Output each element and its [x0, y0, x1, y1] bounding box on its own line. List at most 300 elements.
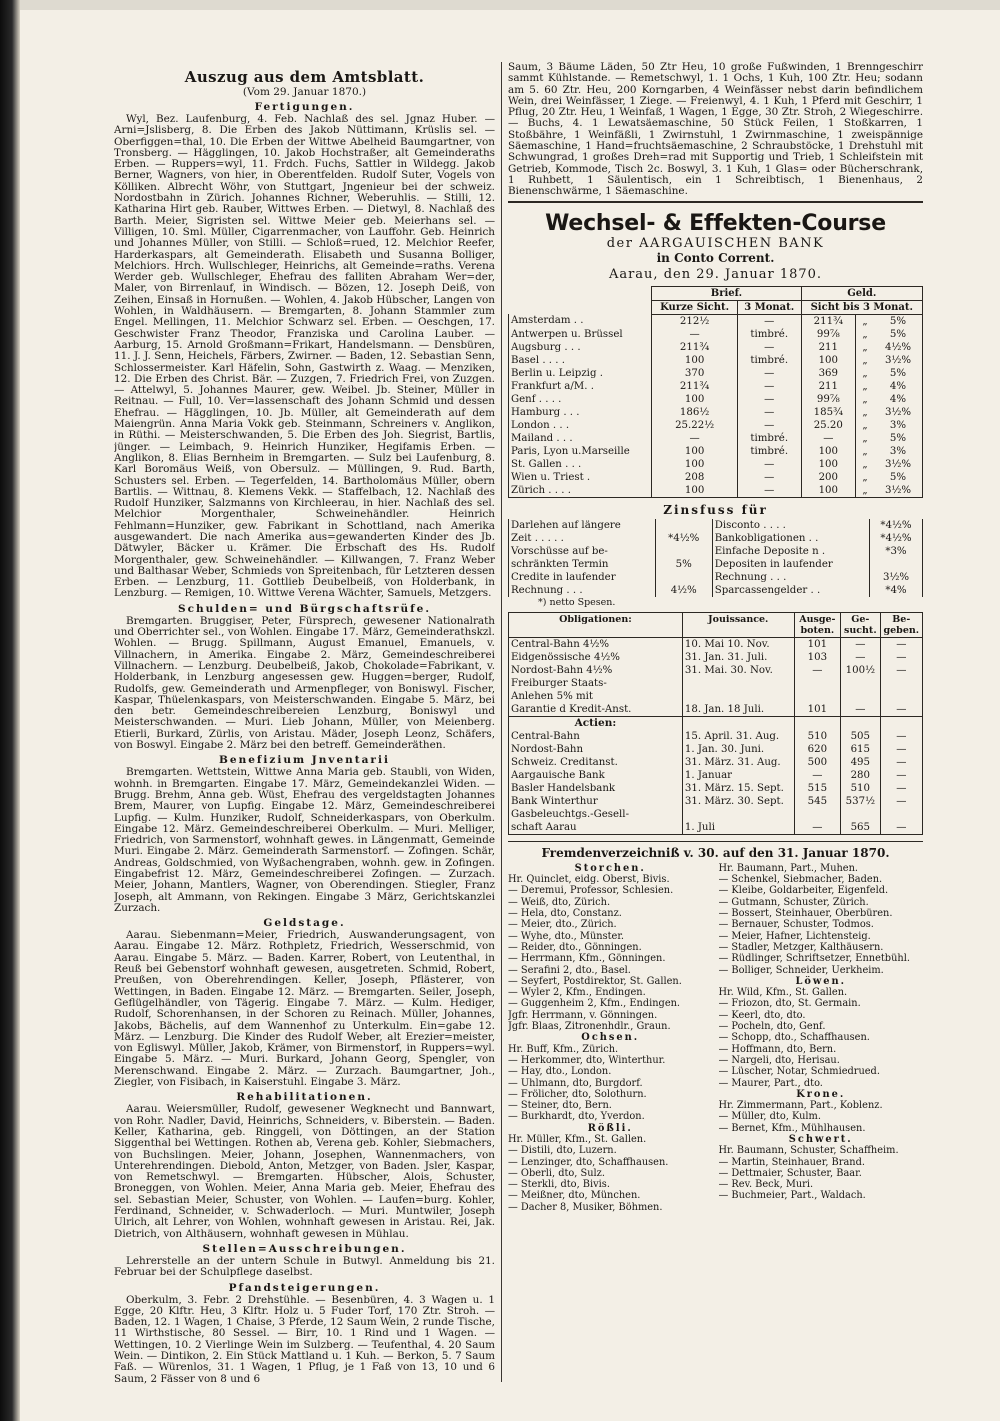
- guest-entry: — Dacher 8, Musiker, Böhmen.: [508, 1201, 663, 1213]
- bonds-table: [508, 612, 923, 835]
- rate-ditto: „: [856, 393, 875, 406]
- rate-discount: 3½%: [874, 484, 922, 498]
- bond-row: [509, 651, 923, 664]
- share-row-begeben: —: [880, 743, 922, 756]
- rate-place: Basel . . . .: [509, 354, 652, 367]
- rate-row: [509, 484, 923, 498]
- rate-discount: 4%: [874, 393, 922, 406]
- rate-ditto: „: [856, 328, 875, 341]
- share-row-name: Bank Winterthur: [509, 795, 683, 808]
- interest-row: [509, 545, 923, 558]
- bond-row-gesucht: —: [841, 637, 881, 651]
- bond-row-jouissance: [682, 690, 794, 703]
- share-row-ausgeboten: [794, 808, 840, 821]
- interest-label: Bankobligationen . .: [712, 532, 869, 545]
- rate-geld: 185¾: [801, 406, 855, 419]
- bond-row: [509, 703, 923, 717]
- bonds-bottom-cell: [880, 834, 922, 835]
- amtsblatt-column: [114, 62, 495, 1384]
- rate-kurze-sicht: —: [652, 432, 738, 445]
- guest-entry: — Stadler, Metzger, Kalthäusern.: [718, 941, 884, 953]
- rate-place: Genf . . . .: [509, 393, 652, 406]
- rate-ditto: „: [856, 341, 875, 354]
- guest-entry: — Wyler 2, Kfm., Endingen.: [508, 987, 646, 999]
- rate-discount: 5%: [874, 314, 922, 328]
- section-text-stellen: Lehrerstelle an der untern Schule in Butwyl. Anmeldung bis 21. Februar bei der Schulpflege daselbst.: [114, 1254, 495, 1279]
- rates-col-kurze-sicht: Kurze Sicht.: [652, 300, 738, 314]
- share-row-ausgeboten: 500: [794, 756, 840, 769]
- guest-entry: — Seyfert, Postdirektor, St. Gallen.: [508, 975, 682, 987]
- section-heading-pfandsteigerungen: Pfandsteigerungen.: [228, 1281, 381, 1294]
- rule: [508, 841, 923, 842]
- hotel-name: Löwen.: [795, 975, 847, 987]
- bond-row-gesucht: —: [841, 651, 881, 664]
- bond-row: [509, 690, 923, 703]
- interest-rate: *4½%: [870, 532, 923, 545]
- right-column: [508, 62, 923, 1384]
- share-row-gesucht: 615: [841, 743, 881, 756]
- actien-heading-cell: [682, 716, 794, 730]
- share-row-name: Basler Handelsbank: [509, 782, 683, 795]
- guest-entry: — Distili, dto, Luzern.: [508, 1145, 617, 1157]
- rate-3-monat: timbré.: [737, 432, 801, 445]
- guest-entry: — Gutmann, Schuster, Zürich.: [718, 896, 869, 908]
- hotel-name: Ochsen.: [581, 1032, 640, 1044]
- share-row-ausgeboten: 620: [794, 743, 840, 756]
- guest-entry: Jgfr. Blaas, Zitronenhdlr., Graun.: [508, 1021, 671, 1033]
- bank-account-note: in Conto Corrent.: [656, 250, 775, 265]
- obl-head-title: Obligationen:: [509, 612, 683, 637]
- exchange-rate-table: [508, 286, 923, 498]
- rate-kurze-sicht: 208: [652, 471, 738, 484]
- share-row-begeben: —: [880, 769, 922, 782]
- bank-name: der AARGAUISCHEN BANK: [606, 235, 825, 251]
- section-heading-schulden: Schulden= und Bürgschaftsrüfe.: [177, 602, 432, 615]
- interest-rate: 5%: [655, 558, 712, 571]
- guest-entry: — Weiß, dto, Zürich.: [508, 896, 611, 908]
- share-row: [509, 730, 923, 743]
- rate-discount: 3½%: [874, 458, 922, 471]
- bond-row-gesucht: 100½: [841, 664, 881, 677]
- share-row-name: Central-Bahn: [509, 730, 683, 743]
- share-row-begeben: [880, 808, 922, 821]
- share-row: [509, 821, 923, 835]
- guest-entry: — Bolliger, Schneider, Uerkheim.: [718, 964, 884, 976]
- actien-heading-cell: [841, 716, 881, 730]
- guest-entry: Hr. Baumann, Schuster, Schaffheim.: [718, 1145, 899, 1157]
- rate-place: Amsterdam . .: [509, 314, 652, 328]
- section-text-benefizium: Bremgarten. Wettstein, Wittwe Anna Maria geb. Staubli, von Widen, wohnh. in Bremgarten. Eingabe 17. März, Gemeindekanzlei Widen. — Brugg. Brehm, Anna geb. Wüst, Ehefrau des vergeldstagten Johannes Brem, Maurer, von Lupfig. Eingabe 12. März, Gemeindeschreiberei Lupfig. — Kulm. Hunziker, Rudolf, Schneiderkaspars, von Oberkulm. Eingabe 12. März. Gemeindeschreiberei Oberkulm. — Muri. Melliger, Friedrich, von Sarmenstorf, wohnhaft gewes. in Längenmatt, Gemeinde Muri. Eingabe 2. März. Gemeinderath Sarmenstorf. — Zofingen. Schär, Andreas, Goldschmied, von Wyßachengraben, wohnh. gew. in Zofingen. Eingabefrist 12. März, Gemeindeschreiberei Zofingen. — Zurzach. Meier, Johann, Mantlers, Wagner, von Oberendingen. Stiegler, Franz Joseph, alt Ammann, von Rekingen. Eingabe 3 März, Gerichtskanzlei Zurzach.: [114, 766, 495, 914]
- rate-kurze-sicht: 100: [652, 354, 738, 367]
- share-row-gesucht: 495: [841, 756, 881, 769]
- guest-entry: — Burkhardt, dto, Yverdon.: [508, 1111, 645, 1123]
- rate-place: Wien u. Triest .: [509, 471, 652, 484]
- share-row-begeben: —: [880, 821, 922, 835]
- bond-row-name: Anlehen 5% mit: [509, 690, 683, 703]
- share-row-gesucht: 565: [841, 821, 881, 835]
- section-text-geldstage: Aarau. Siebenmann=Meier, Friedrich, Auswanderungsagent, von Aarau. Eingabe 12. März. Rothpletz, Friedrich, Wesserschmid, von Aarau. Eingabe 5. März. — Baden. Karrer, Robert, von Leutenthal, in Reuß bei Gebenstorf wohnhaft gewesen, ausgetreten. Schmid, Robert, Preußen, von Oberehrendingen. Keller, Joseph, Pflästerer, von Wettingen, in Baden. Eingabe 12. März. — Bremgarten. Seiler, Joseph, Geflügelhändler, von Tägerig. Eingabe 7. März. — Kulm. Hediger, Rudolf, Schorenhansen, in der Schoren zu Reinach. Müller, Johannes, Jakobs, Bächelis, auf dem Wannenhof zu Unterkulm. Ein=gabe 12. März. — Lenzburg. Die Kinder des Rudolf Weber, alt Erezier=meister, von Egliswyl. Müller, Jakob, Krämer, von Birmenstorf, in Ruppers=wyl. Eingabe 5. März. — Muri. Burkard, Johann Georg, Spengler, von Merenschwand. Eingabe 2. März. — Zurzach. Baumgartner, Joh., Ziegler, von Fisibach, in Kaiserstuhl. Eingabe 3. März.: [114, 929, 495, 1089]
- rate-ditto: „: [856, 445, 875, 458]
- guest-entry: — Hoffmann, dto, Bern.: [718, 1043, 837, 1055]
- rate-geld: 200: [801, 471, 855, 484]
- rate-ditto: „: [856, 354, 875, 367]
- rate-row: [509, 419, 923, 432]
- guest-entry: — Sterkli, dto, Bivis.: [508, 1179, 610, 1191]
- bonds-bottom-cell: [682, 834, 794, 835]
- rates-col-sicht-bis-3-monat: Sicht bis 3 Monat.: [801, 300, 922, 314]
- share-row-begeben: —: [880, 756, 922, 769]
- interest-label: Vorschüsse auf be-: [509, 545, 656, 558]
- rate-place: Frankfurt a/M. .: [509, 380, 652, 393]
- rate-place: London . . .: [509, 419, 652, 432]
- guest-entry: — Rev. Beck, Muri.: [718, 1179, 814, 1191]
- bonds-bottom-cell: [509, 834, 683, 835]
- rate-3-monat: timbré.: [737, 354, 801, 367]
- rate-discount: 5%: [874, 471, 922, 484]
- rate-row: [509, 341, 923, 354]
- share-row-jouissance: 31. März. 30. Sept.: [682, 795, 794, 808]
- guest-entry: — Hela, dto, Constanz.: [508, 908, 622, 920]
- bond-row-begeben: [880, 677, 922, 690]
- bond-row-begeben: —: [880, 703, 922, 717]
- rate-3-monat: —: [737, 484, 801, 498]
- interest-label: Darlehen auf längere: [509, 519, 656, 532]
- share-row-jouissance: 31. März. 15. Sept.: [682, 782, 794, 795]
- interest-row: [509, 532, 923, 545]
- share-row-name: Schweiz. Creditanst.: [509, 756, 683, 769]
- rate-row: [509, 458, 923, 471]
- obl-head-begeben: Be-geben.: [880, 612, 922, 637]
- rate-kurze-sicht: 100: [652, 458, 738, 471]
- share-row: [509, 769, 923, 782]
- share-row-begeben: —: [880, 730, 922, 743]
- share-row-ausgeboten: 545: [794, 795, 840, 808]
- bond-row-gesucht: [841, 690, 881, 703]
- share-row-begeben: —: [880, 795, 922, 808]
- guest-entry: Hr. Quinclet, eidg. Oberst, Bivis.: [508, 874, 670, 886]
- bond-row-name: Nordost-Bahn 4½%: [509, 664, 683, 677]
- rate-row: [509, 328, 923, 341]
- interest-label: Zeit . . . . .: [509, 532, 656, 545]
- guest-entry: — Kleibe, Goldarbeiter, Eigenfeld.: [718, 885, 889, 897]
- hotel-name: Rößli.: [587, 1122, 633, 1134]
- rate-kurze-sicht: 100: [652, 484, 738, 498]
- guest-entry: Hr. Müller, Kfm., St. Gallen.: [508, 1133, 647, 1145]
- rate-3-monat: —: [737, 341, 801, 354]
- bond-row: [509, 664, 923, 677]
- guest-entry: — Schenkel, Siebmacher, Baden.: [718, 874, 883, 886]
- bond-row-begeben: —: [880, 664, 922, 677]
- rate-kurze-sicht: 211¾: [652, 380, 738, 393]
- section-heading-fertigungen: Fertigungen.: [254, 101, 355, 113]
- rate-ditto: „: [856, 484, 875, 498]
- rate-3-monat: —: [737, 314, 801, 328]
- share-row-gesucht: [841, 808, 881, 821]
- share-row-name: Gasbeleuchtgs.-Gesell-: [509, 808, 683, 821]
- guest-entry: — Maurer, Part., dto.: [718, 1077, 823, 1089]
- rate-3-monat: —: [737, 419, 801, 432]
- page-binding-shadow: [0, 0, 20, 1421]
- guest-entry: — Meier, dto., Zürich.: [508, 919, 617, 931]
- share-row-jouissance: 1. Januar: [682, 769, 794, 782]
- rate-geld: —: [801, 432, 855, 445]
- guest-entry: — Schopp, dto., Schaffhausen.: [718, 1032, 870, 1044]
- interest-rate: [870, 558, 923, 571]
- rate-geld: 99⅞: [801, 328, 855, 341]
- rates-group-geld: Geld.: [801, 286, 922, 300]
- section-text-rehabilitationen: Aarau. Weiersmüller, Rudolf, gewesener Wegknecht und Bannwart, von Rohr. Nadler, David, Heinrichs, Schneiders, v. Biberstein. — Baden. Keller, Katharina, geb. Ringgeli, von Döttingen, an der Station Siggenthal bei Wettingen. Rothen ab, Verena geb. Kohler, Siebmachers, von Buchslingen. Meier, Johann, Josephen, Wannenmachers, von Unterehrendingen. Diebold, Anton, Metzger, von Baden. Jsler, Kaspar, von Remetschwyl. — Bremgarten. Hübscher, Alois, Schuster, Broneggen, von Wohlen. Meier, Anna Maria geb. Meier, Ehefrau des sel. Sebastian Meier, Schuster, von Wohlen. — Laufen=burg. Kohler, Ferdinand, Schneider, v. Schwaderloch. — Muri. Muntwiler, Joseph Ulrich, alt Lehrer, von Wohlen, wohnhaft gewesen in Aristau. Rei, Jak. Dietrich, von Althäusern, wohnhaft gewesen in Mühlau.: [114, 1103, 495, 1240]
- guest-entry: Hr. Zimmermann, Part., Koblenz.: [718, 1100, 883, 1112]
- rate-geld: 211: [801, 341, 855, 354]
- bond-row-name: Eidgenössische 4½%: [509, 651, 683, 664]
- hotel-name: Krone.: [796, 1088, 846, 1100]
- rate-3-monat: —: [737, 393, 801, 406]
- rate-discount: 4½%: [874, 341, 922, 354]
- interest-rate: 4½%: [655, 584, 712, 597]
- bond-row: [509, 677, 923, 690]
- guest-entry: — Oberli, dto, Sulz.: [508, 1167, 605, 1179]
- share-row-jouissance: 1. Juli: [682, 821, 794, 835]
- rate-geld: 211: [801, 380, 855, 393]
- rate-kurze-sicht: 211¾: [652, 341, 738, 354]
- guest-entry: — Meier, Hafner, Lichtensteig.: [718, 930, 871, 942]
- rate-3-monat: —: [737, 458, 801, 471]
- share-row-jouissance: 1. Jan. 30. Juni.: [682, 743, 794, 756]
- rate-geld: 369: [801, 367, 855, 380]
- rate-geld: 100: [801, 458, 855, 471]
- interest-rate: [655, 571, 712, 584]
- rate-discount: 5%: [874, 367, 922, 380]
- share-row-name: Aargauische Bank: [509, 769, 683, 782]
- bonds-bottom-rule: [509, 834, 923, 835]
- rates-group-brief: Brief.: [652, 286, 801, 300]
- share-row-jouissance: 15. April. 31. Aug.: [682, 730, 794, 743]
- column-divider: [501, 62, 502, 1382]
- rate-place: Antwerpen u. Brüssel: [509, 328, 652, 341]
- rate-kurze-sicht: 100: [652, 393, 738, 406]
- actien-heading: Actien:: [509, 716, 683, 730]
- rate-kurze-sicht: 370: [652, 367, 738, 380]
- bond-row-jouissance: [682, 677, 794, 690]
- bond-row-begeben: —: [880, 651, 922, 664]
- rate-3-monat: timbré.: [737, 328, 801, 341]
- section-heading-rehabilitationen: Rehabilitationen.: [236, 1091, 373, 1104]
- guest-entry: — Bernet, Kfm., Mühlhausen.: [718, 1122, 866, 1134]
- rate-ditto: „: [856, 458, 875, 471]
- guest-entry: Hr. Buff, Kfm., Zürich.: [508, 1043, 619, 1055]
- guest-entry: Hr. Wild, Kfm., St. Gallen.: [718, 987, 848, 999]
- fremdenverzeichnis-title: Fremdenverzeichniß v. 30. auf den 31. Januar 1870.: [541, 845, 890, 860]
- rates-corner: [509, 286, 652, 314]
- guest-entry: — Pocheln, dto, Genf.: [718, 1021, 826, 1033]
- section-text-pfandsteigerungen: Oberkulm, 3. Febr. 2 Drehstühle. — Besenbüren, 4. 3 Wagen u. 1 Egge, 20 Klftr. Heu, 3 Klftr. Holz u. 5 Fuder Torf, 170 Ztr. Stroh. — Baden, 12. 1 Wagen, 1 Chaise, 3 Pferde, 12 Saum Wein, 2 runde Tische, 11 Wirthstische, 80 Sessel. — Birr, 10. 1 Rind und 1 Wagen. — Wettingen, 10. 2 Vierlinge Wein im Sulzberg. — Teufenthal, 4. 20 Saum Wein. — Dintikon, 2. Ein Stück Mattland u. 1 Kuh. — Berkon, 5. 7 Saum Faß. — Würenlos, 31. 1 Wagen, 1 Pflug, je 1 Faß von 13, 10 und 6 Saum, 2 Fässer von 8 und 6: [114, 1293, 495, 1384]
- rate-row: [509, 367, 923, 380]
- rate-geld: 100: [801, 484, 855, 498]
- interest-rate: *4½%: [655, 532, 712, 545]
- guest-entry: — Friozon, dto, St. Germain.: [718, 998, 861, 1010]
- bond-row-name: Central-Bahn 4½%: [509, 637, 683, 651]
- actien-heading-row: [509, 716, 923, 730]
- obl-head-ausgeboten: Ausge-boten.: [794, 612, 840, 637]
- share-row: [509, 756, 923, 769]
- rate-geld: 99⅞: [801, 393, 855, 406]
- section-heading-stellen: Stellen=Ausschreibungen.: [202, 1242, 407, 1255]
- rate-3-monat: timbré.: [737, 445, 801, 458]
- rate-row: [509, 445, 923, 458]
- guest-entry: — Uhlmann, dto, Burgdorf.: [508, 1077, 643, 1089]
- rate-row: [509, 380, 923, 393]
- bank-dateline: Aarau, den 29. Januar 1870.: [608, 266, 823, 282]
- rate-geld: 211¾: [801, 314, 855, 328]
- rate-discount: 4%: [874, 380, 922, 393]
- rate-ditto: „: [856, 432, 875, 445]
- guest-entry: — Steiner, dto, Bern.: [508, 1100, 612, 1112]
- rate-kurze-sicht: 212½: [652, 314, 738, 328]
- actien-heading-cell: [794, 716, 840, 730]
- share-row: [509, 743, 923, 756]
- rule: [508, 201, 923, 203]
- bond-row-ausgeboten: [794, 690, 840, 703]
- bond-row-gesucht: —: [841, 703, 881, 717]
- guest-entry: — Lüscher, Notar, Schmiedrued.: [718, 1066, 880, 1078]
- rate-ditto: „: [856, 314, 875, 328]
- bond-row-gesucht: [841, 677, 881, 690]
- bonds-bottom-cell: [841, 834, 881, 835]
- bond-row-name: Freiburger Staats-: [509, 677, 683, 690]
- guest-entry: — Bossert, Steinhauer, Oberbüren.: [718, 908, 893, 920]
- rate-3-monat: —: [737, 471, 801, 484]
- rate-discount: 3½%: [874, 354, 922, 367]
- actien-heading-cell: [880, 716, 922, 730]
- section-heading-benefizium: Benefizium Jnventarii: [219, 754, 390, 767]
- section-text-fertigungen: Wyl, Bez. Laufenburg, 4. Feb. Nachlaß des sel. Jgnaz Huber. — Arni=Jslisberg, 8. Die Erben des Jakob Nüttimann, Krüslis sel. — Oberfiggen=thal, 10. Die Erben der Wittwe Abelheid Baumgartner, von Tronsberg. — Hägglingen, 10. Jakob Hochstraßer, alt Gemeinderaths Erben. — Ruppers=wyl, 11. Frdch. Fuchs, Sattler in Wildegg. Jakob Berner, Wagners, von hier, in Oberentfelden. Rudolf Suter, Vogels von Kölliken. Albrecht Wöhr, von Stuttgart, Jngenieur bei der schweiz. Nordostbahn in Zürich. Johannes Richner, Weberuhlis. — Stilli, 12. Katharina Hirt geb. Rauber, Wittwes Erben. — Dietwyl, 8. Nachlaß des Barth. Meier, Sigristen sel. Wittwe Meier geb. Meierhans sel. — Villigen, 10. Sml. Müller, Cigarrenmacher, von Lauffohr. Geb. Heinrich und Johannes Müller, von Stilli. — Schloß=rued, 12. Melchior Reefer, Harderkaspars, alt Gemeinderath. Elisabeth und Susanna Bolliger, Melchiors. Hrch. Wullschleger, Heinrichs, alt Gemeinde=raths. Verena Werder geb. Wullschleger, Ehefrau des falliten Abraham Wer=der, Maler, von Birrenlauf, in Windisch. — Bözen, 12. Joseph Deiß, von Zeihen, Einsaß in Hornußen. — Wohlen, 4. Jakob Hübscher, Langen von Wohlen, in Waldhäusern. — Bremgarten, 8. Johann Stammler zum Engel. Mellingen, 11. Melchior Schwarz sel. Erben. — Oeschgen, 17. Geschwister Franz Theodor, Franziska und Carolina Lauber. — Aarburg, 15. Arnold Großmann=Frikart, Handelsmann. — Densbüren, 11. J. J. Senn, Heichels, Färbers, Zwirner. — Baden, 12. Sebastian Senn, Schlossermeister. Karl Häfelin, Sohn, Gastwirth z. Waag. — Menziken, 12. Die Erben des Christ. Bär. — Zuzgen, 7. Friedrich Frei, von Zuzgen. — Attelwyl, 5. Johannes Maurer, gew. Weibel. Jb. Steiner, Müller in Reitnau. — Full, 10. Ver=lassenschaft des Johann Schmid und dessen Ehefrau. — Hägglingen, 10. Jb. Müller, alt Gemeinderath auf dem Maiengrün. Anna Maria Vokk geb. Steinmann, Schreiners v. Anglikon, in Rüthi. — Meisterschwanden, 5. Die Erben des Joh. Siegrist, Bartlis, jünger. — Leimbach, 9. Heinrich Hunziker, Hegifamis Erben. — Anglikon, 8. Elias Bernheim in Bremgarten. — Sulz bei Laufenburg, 8. Karl Boromäus Weiß, von Obersulz. — Müllingen, 9. Rud. Barth, Schusters sel. Erben. — Tegerfelden, 14. Bartholomäus Müller, obern Bartlis. — Wittnau, 8. Klemens Vekk. — Staffelbach, 12. Nachlaß des Rudolf Hunziker, Salzmanns von Kirchleerau, in hier. Nachlaß des sel. Melchior Morgenthaler, Schweinehändler. Heinrich Fehlmann=Hunziker, gew. Fabrikant in Schottland, nach Amerika ausgewandert. Die nach Amerika aus=gewanderten Kinder des Jb. Dätwyler, Bäcker u. Krämer. Die Erbschaft des Hs. Rudolf Morgenthaler, gew. Schweinehändler. — Killwangen, 7. Franz Weber und Balthasar Weber, Schmieds von Spreitenbach, für Letzteren dessen Erben. — Lenzburg, 11. Gottlieb Deubelbeiß, von Holderbank, in Lenzburg. — Remigen, 10. Wittwe Verena Wächter, Samuels, Metzgers.: [114, 113, 495, 600]
- bank-course-title: Wechsel- & Effekten-Course: [545, 210, 886, 236]
- rate-3-monat: —: [737, 367, 801, 380]
- rate-3-monat: —: [737, 380, 801, 393]
- interest-rate: *3%: [870, 545, 923, 558]
- guest-entry: — Guggenheim 2, Kfm., Endingen.: [508, 998, 681, 1010]
- pfand-continuation: Saum, 3 Bäume Läden, 50 Ztr Heu, 10 große Fußwinden, 1 Brenngeschirr sammt Kühlstande. — Remetschwyl, 1. 1 Ochs, 1 Kuh, 100 Ztr. Heu; sodann am 5. 60 Ztr. Heu, 200 Korngarben, 4 Weinfässer nebst darin befindlichem Wein, drei Weinfässer, 1 Ziege. — Freienwyl, 4. 1 Kuh, 1 Pferd mit Geschirr, 1 Pflug, 20 Ztr. Heu, 1 Weinfaß, 1 Wagen, 1 Egge, 30 Ztr. Stroh, 2 Wiegeschirre. — Buchs, 4. 1 Lewatsäemaschine, 50 Stück Feilen, 1 Stoßkarren, 1 Stoßbähre, 1 Weinfäßli, 1 Zwirnstuhl, 1 Zwirnmaschine, 1 zweispännige Säemaschine, 1 Hand=fruchtsäemaschine, 2 Schraubstöcke, 1 Drehstuhl mit Schwungrad, 1 großes Dreh=rad mit Supportig und Trieb, 1 Schleifstein mit Getrieb, Kommode, Tisch 2c. Boswyl, 3. 1 Kuh, 1 Glas= oder Bücherschrank, 1 Ruhbett, 1 Säulentisch, ein 1 Schreibtisch, 1 Bienenhaus, 2 Bienenschwärme, 1 Säemaschine.: [508, 62, 923, 198]
- guest-entry: — Müller, dto, Kulm.: [718, 1111, 821, 1123]
- rate-place: Augsburg . . .: [509, 341, 652, 354]
- interest-row: [509, 519, 923, 532]
- rate-discount: 3%: [874, 445, 922, 458]
- guest-list: [508, 863, 923, 1213]
- bond-row-ausgeboten: —: [794, 664, 840, 677]
- share-row: [509, 782, 923, 795]
- rate-row: [509, 314, 923, 328]
- interest-rate: [655, 545, 712, 558]
- bond-row-jouissance: 31. Mai. 30. Nov.: [682, 664, 794, 677]
- rate-kurze-sicht: 25.22½: [652, 419, 738, 432]
- section-text-schulden: Bremgarten. Bruggiser, Peter, Fürsprech, gewesener Nationalrath und Oberrichter sel., von Wohlen. Eingabe 17. März, Gemeinderathskzl. Wohlen. — Brugg. Spillmann, August Emanuel, Emanuels, v. Villnachern, in Amerika. Eingabe 2. März, Gemeindeschreiberei Villnachern. — Lenzburg. Deubelbeiß, Jakob, Chokolade=Fabrikant, v. Holderbank, in Lenzburg angesessen gew. Huggen=berger, Rudolf, Rudolfs, gew. Gemeinderath und Armenpfleger, von Boniswyl. Fischer, Kaspar, Thüelenkaspars, von Meisterschwanden. Eingabe 5. März, bei den betr. Gemeindeschreibereien Lenzburg, Boniswyl und Meisterschwanden. — Muri. Lieb Johann, Müller, von Meienberg. Etierli, Burkard, Zürlis, von Aristau. Mäder, Joseph Leonz, Schäfers, von Boswyl. Eingabe 2. März bei den betreff. Gemeinderäthen.: [114, 614, 495, 752]
- guest-entry: — Lenzinger, dto, Schaffhausen.: [508, 1156, 669, 1168]
- guest-list-column-1: [508, 863, 713, 1213]
- bond-row-ausgeboten: [794, 677, 840, 690]
- rate-row: [509, 406, 923, 419]
- interest-rate: 3½%: [870, 571, 923, 584]
- guest-entry: — Martin, Steinhauer, Brand.: [718, 1156, 865, 1168]
- bonds-bottom-cell: [794, 834, 840, 835]
- bond-row-ausgeboten: 101: [794, 703, 840, 717]
- share-row-ausgeboten: 510: [794, 730, 840, 743]
- rate-row: [509, 432, 923, 445]
- interest-rate: *4½%: [870, 519, 923, 532]
- interest-row: [509, 558, 923, 571]
- obl-head-jouissance: Jouissance.: [682, 612, 794, 637]
- share-row-gesucht: 505: [841, 730, 881, 743]
- rate-row: [509, 354, 923, 367]
- amtsblatt-date: (Vom 29. Januar 1870.): [242, 86, 367, 98]
- amtsblatt-title: Auszug aus dem Amtsblatt.: [184, 68, 425, 86]
- rate-place: St. Gallen . . .: [509, 458, 652, 471]
- interest-label: Einfache Deposite n .: [712, 545, 869, 558]
- rate-kurze-sicht: 100: [652, 445, 738, 458]
- rate-ditto: „: [856, 406, 875, 419]
- interest-label: schränkten Termin: [509, 558, 656, 571]
- bond-row: [509, 637, 923, 651]
- guest-entry: — Hay, dto., London.: [508, 1066, 612, 1078]
- rate-row: [509, 471, 923, 484]
- rate-discount: 5%: [874, 328, 922, 341]
- interest-label: Disconto . . . .: [712, 519, 869, 532]
- bond-row-begeben: —: [880, 637, 922, 651]
- guest-entry: Jgfr. Herrmann, v. Gönningen.: [508, 1009, 658, 1021]
- bond-row-jouissance: 31. Jan. 31. Juli.: [682, 651, 794, 664]
- section-heading-geldstage: Geldstage.: [263, 917, 346, 930]
- share-row: [509, 795, 923, 808]
- share-row-name: Nordost-Bahn: [509, 743, 683, 756]
- interest-label: Rechnung . . .: [712, 571, 869, 584]
- share-row-jouissance: 31. März. 31. Aug.: [682, 756, 794, 769]
- guest-entry: — Dettmaier, Schuster, Baar.: [718, 1167, 862, 1179]
- guest-entry: — Bernauer, Schuster, Todmos.: [718, 919, 874, 931]
- interest-label: Sparcassengelder . .: [712, 584, 869, 597]
- rates-col-3-monat: 3 Monat.: [737, 300, 801, 314]
- bond-row-jouissance: 18. Jan. 18 Juli.: [682, 703, 794, 717]
- share-row-ausgeboten: —: [794, 821, 840, 835]
- guest-entry: — Herkommer, dto, Winterthur.: [508, 1054, 666, 1066]
- rate-place: Hamburg . . .: [509, 406, 652, 419]
- share-row: [509, 808, 923, 821]
- rate-place: Mailand . . .: [509, 432, 652, 445]
- zinsfuss-title: Zinsfuss für: [663, 502, 768, 517]
- rate-geld: 100: [801, 445, 855, 458]
- rate-place: Berlin u. Leipzig .: [509, 367, 652, 380]
- guest-entry: — Serafini 2, dto., Basel.: [508, 964, 631, 976]
- share-row-begeben: —: [880, 782, 922, 795]
- rate-geld: 25.20: [801, 419, 855, 432]
- rate-discount: 5%: [874, 432, 922, 445]
- interest-label: Credite in laufender: [509, 571, 656, 584]
- rate-ditto: „: [856, 419, 875, 432]
- share-row-name: schaft Aarau: [509, 821, 683, 835]
- rate-place: Paris, Lyon u.Marseille: [509, 445, 652, 458]
- bond-row-ausgeboten: 101: [794, 637, 840, 651]
- share-row-gesucht: 537½: [841, 795, 881, 808]
- interest-row: [509, 571, 923, 584]
- guest-entry: — Frölicher, dto, Solothurn.: [508, 1088, 647, 1100]
- rate-ditto: „: [856, 471, 875, 484]
- rate-geld: 100: [801, 354, 855, 367]
- obl-head-gesucht: Ge-sucht.: [841, 612, 881, 637]
- rate-row: [509, 393, 923, 406]
- rate-discount: 3½%: [874, 406, 922, 419]
- guest-entry: — Buchmeier, Part., Waldach.: [718, 1190, 866, 1202]
- interest-label: Rechnung . . .: [509, 584, 656, 597]
- guest-entry: Hr. Baumann, Part., Muhen.: [718, 862, 859, 874]
- rate-kurze-sicht: —: [652, 328, 738, 341]
